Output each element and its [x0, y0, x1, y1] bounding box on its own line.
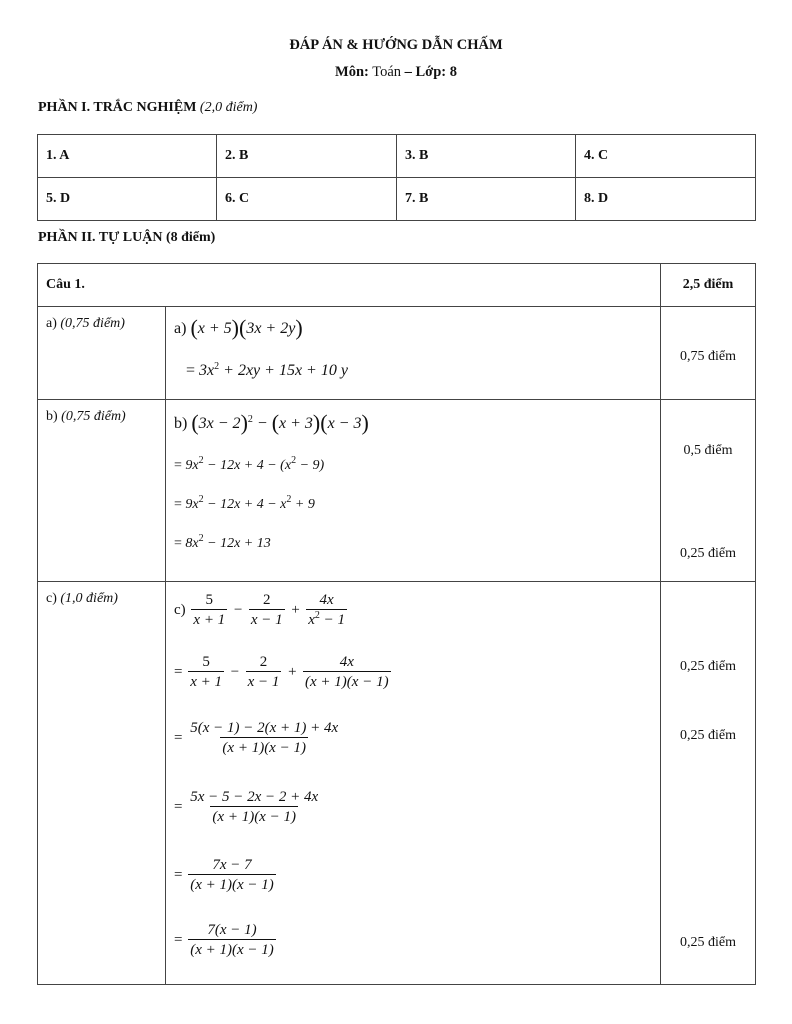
part-b-label-cell: b) (0,75 điểm) — [38, 400, 166, 582]
essay-table — [37, 263, 756, 985]
question-points: 2,5 điểm — [661, 264, 756, 307]
step-points: 0,25 điểm — [680, 546, 736, 561]
grade-label: Lớp: 8 — [415, 64, 457, 80]
math-line: = $9x^2 - 12x + 4 - (x^2 - 9)$ — [174, 455, 325, 473]
answer-cell: 8. D — [576, 178, 756, 221]
multiple-choice-table — [37, 134, 756, 221]
math-line: c) $\frac{5}{x + 1}$ − $\frac{2}{x - 1}$ + $\frac{4x}{x^2 - 1}$ — [174, 592, 346, 629]
part1-points: (2,0 điểm) — [199, 100, 258, 115]
answer-cell: 1. A — [38, 135, 217, 178]
step-points: 0,25 điểm — [680, 659, 736, 674]
answer-cell: 3. B — [397, 135, 576, 178]
part-c-label-cell: c) (1,0 điểm) — [38, 582, 166, 985]
subject-value: Toán — [372, 64, 402, 80]
part-c-points-cell — [661, 582, 756, 985]
math-line: = $\frac{7x - 7}{(x + 1)(x - 1)}$ — [174, 857, 274, 894]
answer-cell: 2. B — [217, 135, 397, 178]
math-line: = $\frac{5}{x + 1}$ − $\frac{2}{x - 1}$ + $\frac{4x}{(x + 1)(x - 1)}$ — [174, 654, 389, 691]
part-b-solution — [166, 400, 661, 582]
part1-heading: PHẦN I. TRẮC NGHIỆM (2,0 điểm) — [38, 100, 258, 115]
page-title: ĐÁP ÁN & HƯỚNG DẪN CHẤM — [289, 37, 503, 53]
math-line: = $9x^2 - 12x + 4 - x^2 + 9$ — [174, 494, 315, 512]
part2-heading: PHẦN II. TỰ LUẬN (8 điểm) — [38, 230, 216, 245]
part-a-label-cell: a) (0,75 điểm) — [38, 307, 166, 400]
math-line: = $\frac{5(x - 1) - 2(x + 1) + 4x}{(x + 1)(x - 1)}$ — [174, 720, 339, 757]
part-c-solution — [166, 582, 661, 985]
math-line: = $\frac{7(x - 1)}{(x + 1)(x - 1)}$ — [174, 922, 274, 959]
part-a-points-cell — [661, 307, 756, 400]
subject-dash: – — [404, 64, 412, 80]
step-points: 0,25 điểm — [680, 935, 736, 950]
math-line: b) $(3x - 2)^2 - (x + 3)(x - 3)$ — [174, 410, 369, 435]
step-points: 0,75 điểm — [680, 349, 736, 364]
step-points: 0,5 điểm — [683, 443, 733, 458]
math-line: = $3x^2 + 2xy + 15x + 10$ y — [186, 361, 348, 379]
question-title: Câu 1. — [38, 264, 661, 307]
subject-line — [0, 64, 792, 81]
answer-cell: 5. D — [38, 178, 217, 221]
answer-cell: 7. B — [397, 178, 576, 221]
math-line: = $\frac{5x - 5 - 2x - 2 + 4x}{(x + 1)(x - 1)}$ — [174, 789, 319, 826]
part-b-points-cell — [661, 400, 756, 582]
part-a-solution — [166, 307, 661, 400]
subject-label: Môn: — [335, 64, 369, 80]
step-points: 0,25 điểm — [680, 728, 736, 743]
math-line: a) (x + 5)(3x + 2y) — [174, 315, 303, 340]
answer-cell: 6. C — [217, 178, 397, 221]
answer-cell: 4. C — [576, 135, 756, 178]
math-line: = $8x^2 - 12x + 13$ — [174, 533, 271, 551]
